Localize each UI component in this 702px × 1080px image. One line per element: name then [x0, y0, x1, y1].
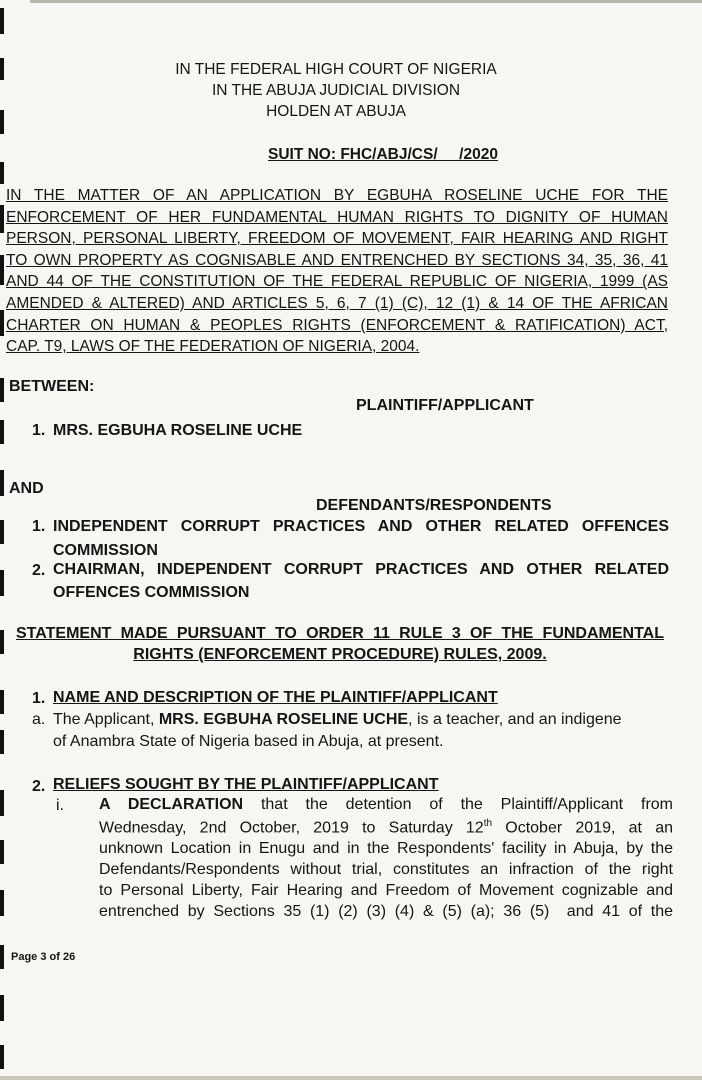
relief-line [99, 818, 673, 837]
scan-mark [0, 945, 4, 969]
scan-mark [0, 570, 4, 596]
text: Page [11, 951, 41, 963]
defendants-heading: DEFENDANTS/RESPONDENTS [316, 497, 552, 514]
defendant-name-cont: COMMISSION [53, 542, 158, 559]
section-heading: RELIEFS SOUGHT BY THE PLAINTIFF/APPLICANT [53, 776, 439, 793]
applicant-name: MRS. EGBUHA ROSELINE UCHE [158, 711, 409, 728]
scan-mark [0, 520, 4, 544]
plaintiff-name: MRS. EGBUHA ROSELINE UCHE [53, 422, 303, 439]
scan-mark [0, 205, 4, 233]
matter-line: AND 44 OF THE CONSTITUTION OF THE FEDERAL REPUBLIC OF NIGERIA, 1999 (AS [6, 273, 668, 291]
text: that the detention of the Plaintiff/Applicant from [243, 796, 674, 813]
court-location: HOLDEN AT ABUJA [266, 103, 406, 120]
matter-paragraph [6, 185, 668, 358]
defendant-name-cont: OFFENCES COMMISSION [53, 584, 250, 601]
defendant-number: 2. [32, 562, 46, 579]
suit-number: SUIT NO: FHC/ABJ/CS/ /2020 [268, 146, 498, 163]
defendant-name: CHAIRMAN, INDEPENDENT CORRUPT PRACTICES AND OTHER RELATED [53, 561, 669, 578]
scan-mark [0, 162, 4, 184]
text: October 2019, at an [492, 819, 674, 837]
scan-mark [0, 995, 4, 1021]
text: , is a teacher, and an indigene [408, 711, 622, 728]
section-heading: NAME AND DESCRIPTION OF THE PLAINTIFF/APPLICANT [53, 689, 498, 706]
text: Wednesday, 2nd October, 2019 to Saturday 12 [99, 819, 484, 837]
scan-mark [0, 890, 4, 916]
matter-line: TO OWN PROPERTY AS COGNISABLE AND ENTRENCHED BY SECTIONS 34, 35, 36, 41 [6, 251, 668, 269]
scan-mark [0, 690, 4, 714]
page-number [11, 951, 75, 963]
between-label: BETWEEN: [9, 378, 95, 395]
court-division: IN THE ABUJA JUDICIAL DIVISION [211, 82, 461, 99]
section-number: 1. [32, 690, 46, 707]
scan-mark [0, 8, 4, 34]
total-pages: 26 [62, 951, 76, 963]
matter-line: CAP. T9, LAWS OF THE FEDERATION OF NIGERIA, 2004. [6, 338, 420, 356]
item-label: a. [32, 711, 46, 728]
and-label: AND [9, 480, 44, 497]
plaintiff-heading: PLAINTIFF/APPLICANT [356, 397, 534, 414]
defendant-number: 1. [32, 518, 46, 535]
relief-keyword: A DECLARATION [99, 796, 244, 813]
scan-mark [0, 310, 4, 336]
scan-mark [0, 790, 4, 816]
scan-mark [0, 1045, 4, 1069]
current-page: 3 [40, 951, 47, 963]
relief-line: entrenched by Sections 35 (1) (2) (3) (4) & (5) (a); 36 (5) and 41 of the [99, 903, 673, 920]
statement-heading-cont: RIGHTS (ENFORCEMENT PROCEDURE) RULES, 2009. [133, 646, 547, 663]
scan-mark [0, 840, 4, 864]
matter-line: PERSON, PERSONAL LIBERTY, FREEDOM OF MOVEMENT, FAIR HEARING AND RIGHT [6, 230, 668, 248]
matter-line: IN THE MATTER OF AN APPLICATION BY EGBUHA ROSELINE UCHE FOR THE [6, 187, 668, 204]
defendant-name: INDEPENDENT CORRUPT PRACTICES AND OTHER RELATED OFFENCES [53, 518, 669, 535]
superscript: th [483, 818, 493, 829]
scan-mark [0, 730, 4, 754]
item-label: i. [56, 797, 64, 814]
matter-line: ENFORCEMENT OF HER FUNDAMENTAL HUMAN RIGHTS TO DIGNITY OF HUMAN [6, 208, 668, 226]
relief-line [99, 796, 673, 814]
applicant-description [53, 711, 622, 729]
matter-line: AMENDED & ALTERED) AND ARTICLES 5, 6, 7 (1) (C), 12 (1) & 14 OF THE AFRICAN [6, 294, 668, 312]
scan-top-edge [30, 0, 702, 3]
scan-mark [0, 378, 4, 402]
matter-line: CHARTER ON HUMAN & PEOPLES RIGHTS (ENFORCEMENT & RATIFICATION) ACT, [6, 316, 668, 334]
relief-line: Defendants/Respondents without trial, constitutes an infraction of the right [99, 861, 673, 878]
scan-mark [0, 255, 4, 285]
text: of [46, 951, 63, 963]
relief-line: unknown Location in Enugu and in the Respondents' facility in Abuja, by the [99, 840, 673, 857]
statement-heading: STATEMENT MADE PURSUANT TO ORDER 11 RULE 3 OF THE FUNDAMENTAL [16, 625, 664, 642]
relief-line: to Personal Liberty, Fair Hearing and Freedom of Movement cognizable and [99, 882, 673, 899]
section-number: 2. [32, 778, 46, 795]
scan-mark [0, 470, 4, 496]
scan-bottom-edge [0, 1076, 702, 1080]
text: The Applicant, [53, 711, 159, 728]
applicant-description-cont: of Anambra State of Nigeria based in Abuja, at present. [53, 733, 444, 750]
court-name: IN THE FEDERAL HIGH COURT OF NIGERIA [175, 61, 497, 78]
scan-mark [0, 420, 4, 444]
plaintiff-number: 1. [32, 422, 46, 439]
